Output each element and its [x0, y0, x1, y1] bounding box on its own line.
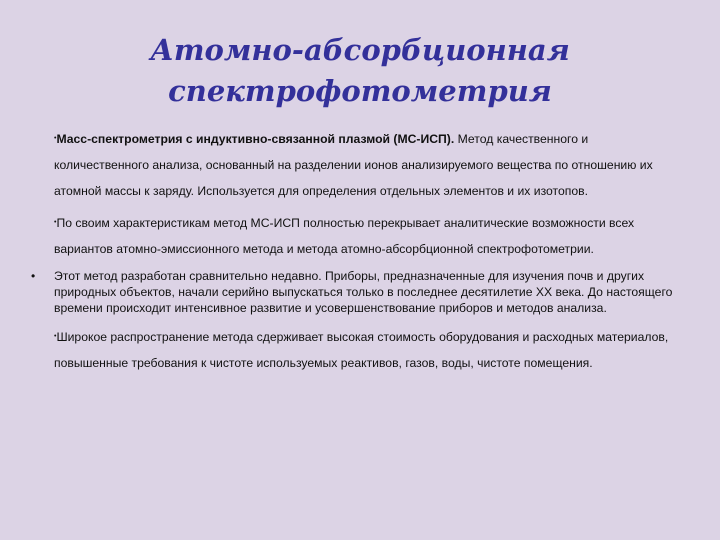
slide-title-line-1: Атомно-абсорбционная [150, 33, 570, 67]
bullet-marker: • [54, 219, 57, 226]
paragraph-text: Широкое распространение метода сдерживает высокая стоимость оборудования и расходных материалов, повышенные требования к чистоте используемых реактивов, газов, воды, чистоте помещения. [54, 330, 669, 370]
slide-title [60, 30, 660, 112]
paragraph-lead-term: Масс-спектрометрия с индуктивно-связанной плазмой (МС-ИСП). [56, 132, 455, 146]
paragraph-icp-ms-definition [54, 126, 686, 204]
slide-title-line-2: спектрофотометрия [168, 74, 552, 108]
bullet-marker: • [54, 135, 57, 142]
paragraph-history [31, 268, 686, 316]
paragraph-text: По своим характеристикам метод МС-ИСП полностью перекрывает аналитические возможности всех вариантов атомно-эмиссионного метода и метода атомно-абсорбционной спектрофотометрии. [54, 216, 635, 256]
paragraph-capabilities [54, 210, 686, 262]
slide-body [31, 126, 686, 382]
paragraph-limitations [54, 324, 686, 376]
paragraph-text: Метод качественного и количественного анализа, основанный на разделении ионов анализируемого вещества по отношению их атомной массы к заряду. Используется для определения отдельных элементов и их изотопов. [54, 132, 653, 198]
bullet-marker: • [31, 269, 36, 283]
bullet-marker: • [54, 333, 57, 340]
paragraph-text: Этот метод разработан сравнительно недавно. Приборы, предназначенные для изучения почв и других природных объектов, начали серийно выпускаться только в последнее десятилетие XX века. До настоящего времени происходит интенсивное развитие и усовершенствование приборов и методов анализа. [54, 269, 673, 315]
